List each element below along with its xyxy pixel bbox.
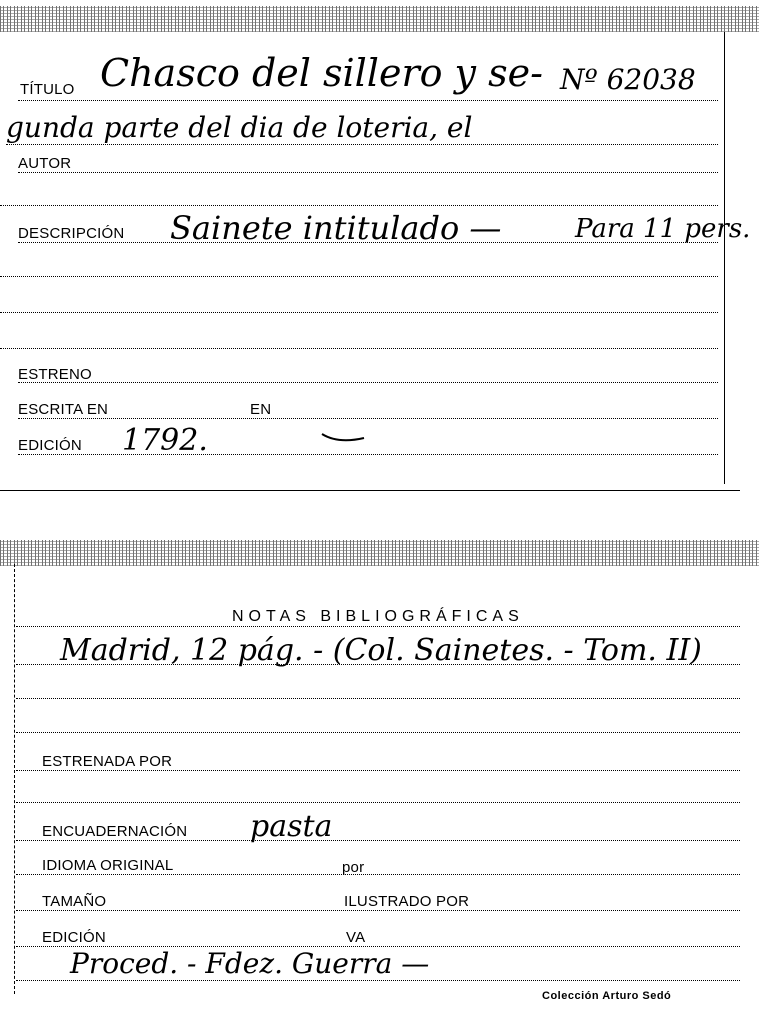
escrita-line	[18, 418, 718, 419]
autor-line-2	[0, 205, 718, 206]
encuadernacion-value: pasta	[250, 809, 333, 844]
descripcion-line-3	[0, 312, 718, 313]
titulo-value: Chasco del sillero y se-	[100, 51, 543, 95]
top-catalog-card	[0, 0, 759, 492]
notas-line-4	[16, 732, 740, 733]
procedencia-line	[16, 980, 740, 981]
idioma-original-label: IDIOMA ORIGINAL	[42, 857, 174, 874]
scan-noise-bottom	[0, 540, 759, 566]
edicion-value: 1792.	[122, 423, 208, 458]
procedencia-value: Proced. - Fdez. Guerra —	[70, 947, 430, 980]
bottom-catalog-card	[0, 540, 759, 1028]
en-label: EN	[250, 401, 272, 418]
scan-noise-top	[0, 6, 759, 32]
ilustrado-por-label: ILUSTRADO POR	[344, 893, 470, 910]
autor-label: AUTOR	[18, 155, 72, 172]
notas-line-2	[16, 664, 740, 665]
estrenada-line	[16, 770, 740, 771]
descripcion-extra: Para 11 pers.	[575, 214, 751, 244]
titulo-continued-line	[6, 144, 718, 145]
notas-line-3	[16, 698, 740, 699]
edicion-line	[18, 454, 718, 455]
catalog-number: Nº 62038	[560, 63, 696, 96]
handwritten-dash	[320, 428, 366, 444]
notas-line-1	[16, 626, 740, 627]
titulo-continued: gunda parte del dia de loteria, el	[6, 111, 473, 144]
encuadernacion-line	[16, 840, 740, 841]
va-label: VA	[346, 929, 366, 946]
tamano-line	[16, 910, 740, 911]
card-left-border	[14, 564, 16, 994]
autor-line	[18, 172, 718, 173]
notas-value: Madrid, 12 pág. - (Col. Sainetes. - Tom. II)	[60, 633, 702, 668]
estrenada-por-label: ESTRENADA POR	[42, 753, 173, 770]
idioma-line	[16, 874, 740, 875]
encuadernacion-label: ENCUADERNACIÓN	[42, 823, 188, 840]
estrenada-line-2	[16, 802, 740, 803]
descripcion-label: DESCRIPCIÓN	[18, 225, 125, 242]
tamano-label: TAMAÑO	[42, 893, 107, 910]
escrita-en-label: ESCRITA EN	[18, 401, 109, 418]
card-bottom-edge	[0, 490, 740, 491]
por-label: por	[342, 859, 365, 876]
card-right-border	[723, 32, 725, 484]
edicion-label: EDICIÓN	[18, 437, 82, 454]
descripcion-line	[18, 242, 718, 243]
estreno-label: ESTRENO	[18, 366, 92, 383]
collection-credit: Colección Arturo Sedó	[542, 990, 672, 1002]
titulo-line	[18, 100, 718, 101]
descripcion-value: Sainete intitulado —	[170, 209, 502, 247]
descripcion-line-2	[0, 276, 718, 277]
estreno-line	[18, 382, 718, 383]
descripcion-line-4	[0, 348, 718, 349]
notas-heading: NOTAS BIBLIOGRÁFICAS	[232, 608, 524, 625]
edicion-label-bottom: EDICIÓN	[42, 929, 106, 946]
titulo-label: TÍTULO	[20, 81, 75, 98]
